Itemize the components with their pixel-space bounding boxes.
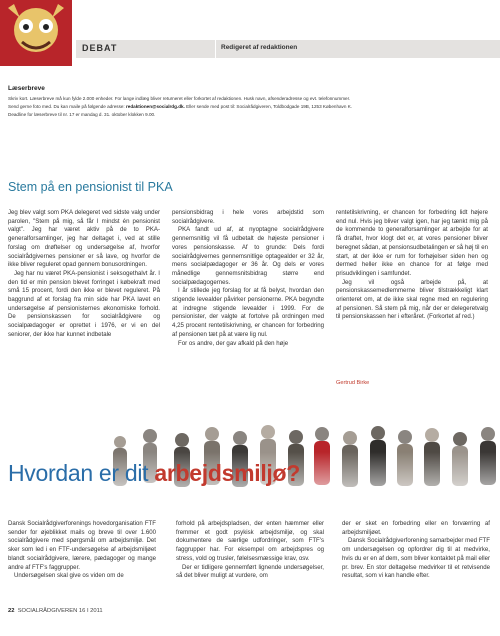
paragraph: Jeg blev valgt som PKA delegeret ved sidste valg under parolen, "Stem på mig, så får I mindst én pensionist valgt". Jeg har været aktiv på de to PKA-generalforsamlinger, jeg har deltaget i, ved at stille forslag om drøftelser og undersøgelse af, hvorfor socialrådgivernes pensioner er så lave, og hvorfor de ikke bliver reguleret opad gennem bonusordningen. <box>8 209 160 269</box>
header-divider <box>215 40 216 58</box>
article-1-column-3 <box>336 209 488 322</box>
paragraph: Undersøgelsen skal give os viden om de <box>14 572 124 580</box>
article-2-column-3 <box>342 520 490 581</box>
paragraph: For os andre, der gav afkald på den høje <box>178 339 289 347</box>
letters-guidelines <box>8 95 488 119</box>
paragraph: pensionsbidrag i hele vores arbejdstid som socialrådgivere. <box>172 209 324 225</box>
letters-email-link[interactable]: redaktionen@socialrdg.dk. <box>125 104 185 109</box>
article-2-headline: Hvordan er dit arbejdsmiljø? <box>8 460 300 486</box>
paragraph: PKA fandt ud af, at nyoptagne socialrådgivere gennemsnitlig vil få udbetalt de højeste pensioner i vores pensionskasse. Af to grunde: Dels fordi socialrådgivernes gennemsnitlige optagealder er 32 år, mens socialpædagoger er 36 år. Og dels er vores månedlige gennemsnitsbidrag større end socialpædagogernes. <box>172 226 324 286</box>
article-1-column-1 <box>8 209 160 340</box>
article-2-column-1 <box>8 520 156 581</box>
letters-line-3: Deadline for læserbreve til nr. 17 er mandag d. 31. oktober klokken 9.00. <box>8 112 156 117</box>
publication-name: SOCIALRÅDGIVEREN 16 I 2011 <box>17 608 103 614</box>
magazine-logo-icon <box>0 0 72 66</box>
paragraph: der er sket en forbedring eller en forværring af arbejdsmiljøet. <box>342 520 490 536</box>
paragraph: forhold på arbejdspladsen, der enten hæmmer eller fremmer et godt psykisk arbejdsmiljø, og skal dokumentere de særlige udfordringer, som FTF's faggrupper har. For eksempel om arbejdspres og stress, vold og trusler, følelsesmæssige krav, osv. <box>176 520 324 562</box>
section-subtitle: Redigeret af redaktionen <box>221 44 298 51</box>
article-1-column-2 <box>172 209 324 348</box>
article-1-title: Stem på en pensionist til PKA <box>8 180 173 194</box>
paragraph: I år stillede jeg forslag for at få belyst, hvordan den stigende levealder påvirker pensionerne. PKA begyndte at indregne stigende levealder i 1999. For de pensionister, der valgte at fortolve på ordningen med 4,25 procent rentetilskrivning, er chancen for forbedring af pensionen tæt på at være lig nul. <box>172 287 324 338</box>
paragraph: Der er tidligere gennemført lignende undersøgelser, så det bliver muligt at vurdere, om <box>176 563 324 580</box>
section-title: DEBAT <box>82 43 118 53</box>
letters-line-2: Send gerne foto med. Du kan maile på følgende adresse: redaktionen@socialrdg.dk. Eller sende med post til: Socialrådgiveren, Toldbodgade 19B, 1253 København K. <box>8 104 353 109</box>
page-footer <box>8 608 103 614</box>
paragraph: Jeg vil også arbejde på, at pensionskassemedlemmerne bliver tilstrækkeligt klart orienteret om, at de ikke skal regne med en regulering af pensionen. Så stem på mig, når der er delegeretvalg til pensionskassen her i efteråret. (Forkortet af red.) <box>336 278 488 321</box>
page-number: 22 <box>8 608 15 614</box>
article-1-author: Gertrud Birke <box>336 380 370 386</box>
paragraph: Jeg har nu været PKA-pensionist i seksogethalvt år. I den tid er min pension blevet forringet i købekraft med små 15 procent, fordi den ikke er blevet reguleret. På baggrund af et forslag fra min side har PKA lavet en undersøgelse af pensionisternes økonomiske forhold. De pensionskassen for socialrådgivere og socialpædagoger er oprettet i 1976, er vi en del seniorer, der ikke har kunnet indbetale <box>8 269 160 338</box>
letters-line-1: Skriv kort. Læserbreve må kun fylde 2.000 enheder. For lange indlæg bliver returneret eller forkortet af redaktionen. Husk navn, afsenderadresse og evt. telefonnummer. <box>8 96 351 101</box>
paragraph: rentetilskrivning, er chancen for forbedring lidt højere end nul. Hvis jeg bliver valgt igen, har jeg tænkt mig på de kommende to generalforsamlinger at arbejde for at få draftet, hvor klogt det er, at vores pensioner bliver beregnet sådan, at pensionsudbetalingen er så høj til en start, at der ikke er rum for forhøjelser siden hen og dermed heller ikke en chance for at følge med prisudviklingen i samfundet. <box>336 209 488 277</box>
paragraph: Dansk Socialrådgiverforenings hovedorganisation FTF sender for øjeblikket mails og breve til over 1.600 socialrådgivere med spørgsmål om arbejdsmiljø. Det sker som led i en FTF-undersøgelse af arbejdsmiljøet blandt socialrådgivere, lærere, pædagoger og mange andre af FTF's faggrupper. <box>8 520 156 571</box>
paragraph: Dansk Socialrådgiverforening samarbejder med FTF om undersøgelsen og opfordrer dig til at medvirke, hvis du er en af dem, som bliver kontaktet på mail eller pr. brev. En stor deltagelse medvirker til et retvisende resultat, som vi kan handle efter. <box>342 537 490 580</box>
article-2-column-2 <box>176 520 324 581</box>
letters-title: Læserbreve <box>8 85 45 92</box>
